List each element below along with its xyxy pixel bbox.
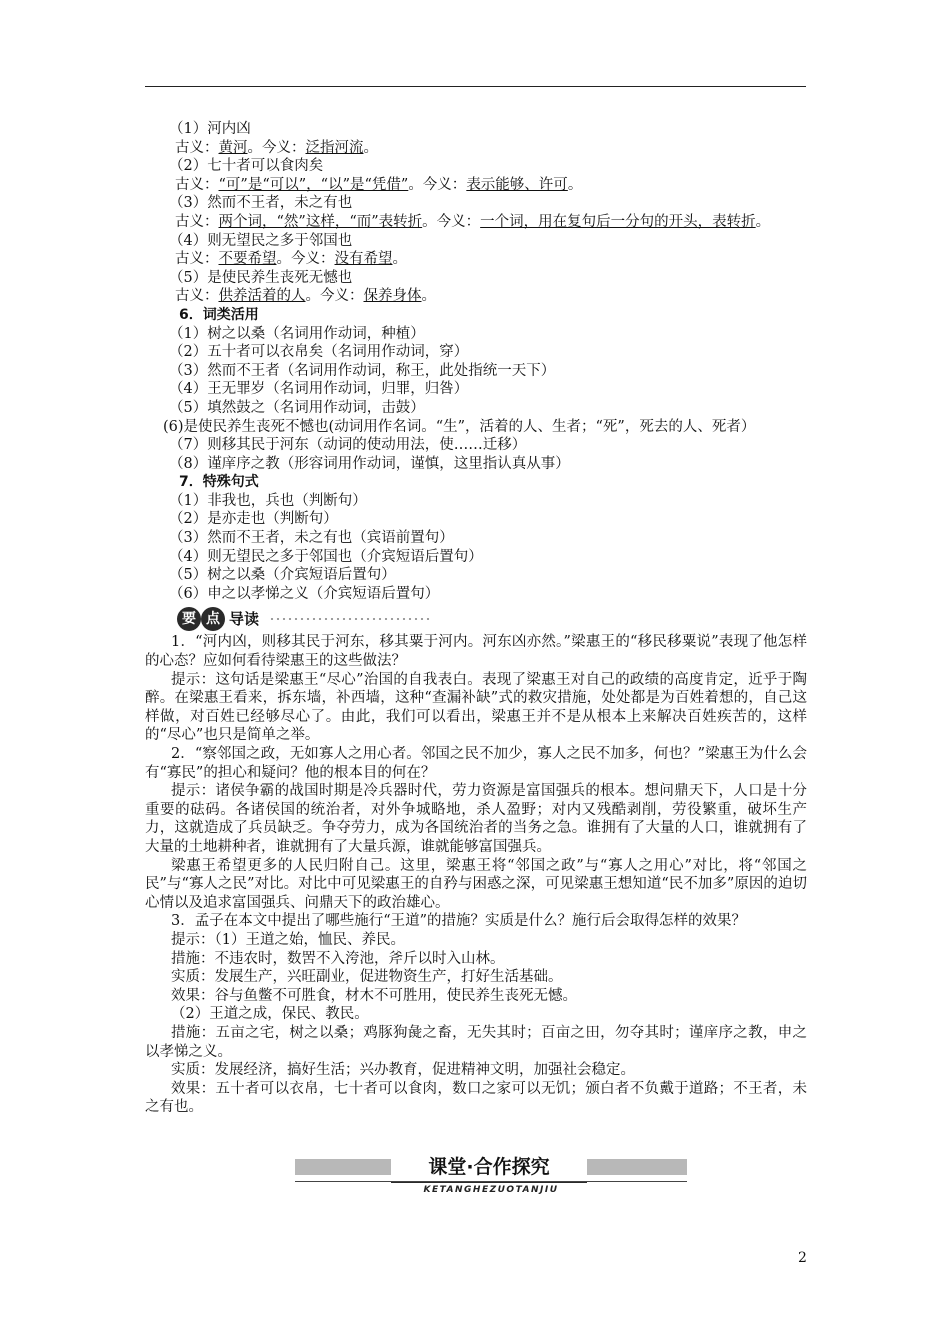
banner-badge: 点 — [201, 607, 225, 631]
s6-item: （2）五十者可以衣帛矣（名词用作动词，穿） — [169, 344, 469, 361]
banner-dotted-line — [269, 618, 431, 620]
guide-answer-3-line: 提示：（1）王道之始，恤民、养民。 — [171, 931, 405, 948]
guide-answer-3-line: 效果：五十者可以衣帛，七十者可以食肉，数口之家可以无饥；颁白者不负戴于道路；不王者，未之有也。 — [145, 1080, 807, 1116]
guide-answer-3-line: 实质：发展经济，搞好生活；兴办教育，促进精神文明，加强社会稳定。 — [171, 1062, 635, 1079]
guide-answer-2: 提示：诸侯争霸的战国时期是冷兵器时代，劳力资源是富国强兵的根本。想问鼎天下，人口是十分重要的砝码。各诸侯国的统治者，对外争城略地，杀人盈野；对内又残酷剥削，劳役繁重，破坏生产力，这就造成了兵员缺乏。争夺劳力，成为各国统治者的当务之急。谁拥有了大量的人口，谁就拥有了大量的土地耕种者，谁就拥有了大量兵源，谁就能够富国强兵。 — [145, 783, 807, 855]
guide-answer-3-line: 措施：不违农时，数罟不入洿池，斧斤以时入山林。 — [171, 950, 505, 967]
banner-badge: 要 — [177, 607, 201, 631]
section-banner-title: 课堂·合作探究 — [428, 1156, 550, 1178]
guide-answer-2-cont: 梁惠王希望更多的人民归附自己。这里，梁惠王将“邻国之政”与“寡人之用心”对比，将“邻国之民”与“寡人之民”对比。对比中可见梁惠王的自矜与困惑之深，可见梁惠王想知道“民不加多”原因的迫切心情以及追求富国强兵、问鼎天下的政治雄心。 — [145, 857, 807, 911]
guide-answer-3-line: 措施：五亩之宅，树之以桑；鸡豚狗彘之畜，无失其时；百亩之田，勿夺其时；谨庠序之教，申之以孝悌之义。 — [145, 1024, 807, 1060]
s6-item: （4）王无罪岁（名词用作动词，归罪，归咎） — [169, 381, 469, 398]
s7-item: （2）是亦走也（判断句） — [169, 511, 338, 528]
s5-gloss-3: 古义：两个词，“然”这样，“而”表转折。今义：一个词，用在复句后一分句的开头，表转折。 — [175, 213, 771, 230]
s5-item-2: （2）七十者可以食肉矣 — [169, 158, 324, 175]
s7-item: （5）树之以桑（介宾短语后置句） — [169, 567, 396, 584]
banner-title: 导读 — [229, 610, 260, 629]
s7-item: （1）非我也，兵也（判断句） — [169, 492, 367, 509]
guide-answer-1: 提示：这句话是梁惠王“尽心”治国的自我表白。表现了梁惠王对自己的政绩的高度肯定，近乎于陶醉。在梁惠王看来，拆东墙，补西墙，这种“查漏补缺”式的救灾措施，处处都是为百姓着想的，自己这样做，对百姓已经够尽心了。由此，我们可以看出，梁惠王并不是从根本上来解决百姓疾苦的，这样的“尽心”也只是简单之举。 — [145, 671, 807, 744]
s7-item: （3）然而不王者，未之有也（宾语前置句） — [169, 530, 454, 547]
s6-item: （3）然而不王者（名词用作动词，称王，此处指统一天下） — [169, 362, 556, 379]
s5-gloss-4: 古义：不要希望。今义：没有希望。 — [175, 251, 407, 268]
guide-question-2: 2．“察邻国之政，无如寡人之用心者。邻国之民不加少，寡人之民不加多，何也？”梁惠王为什么会有“寡民”的担心和疑问？他的根本目的何在？ — [145, 746, 807, 781]
s7-item: （4）则无望民之多于邻国也（介宾短语后置句） — [169, 548, 483, 565]
section-banner-subtitle: KETANGHEZUOTANJIU — [423, 1185, 559, 1195]
s6-item: (6)是使民养生丧死不憾也(动词用作名词。“生”，活着的人、生者；“死”，死去的人、死者） — [163, 418, 756, 435]
guide-question-3: 3．孟子在本文中提出了哪些施行“王道”的措施？实质是什么？施行后会取得怎样的效果？ — [171, 913, 747, 930]
s6-item: （8）谨庠序之教（形容词用作动词，谨慎，这里指认真从事） — [169, 455, 570, 472]
section-banner-ketang — [295, 1153, 687, 1199]
s6-item: （1）树之以桑（名词用作动词，种植） — [169, 325, 425, 342]
s5-item-5: （5）是使民养生丧死无憾也 — [169, 269, 353, 286]
section-6-heading: 6．词类活用 — [179, 306, 259, 323]
s6-item: （7）则移其民于河东（动词的使动用法，使……迁移） — [169, 437, 527, 454]
guide-question-1: 1．“河内凶，则移其民于河东，移其粟于河内。河东凶亦然。”梁惠王的“移民移粟说”表现了他怎样的心态？应如何看待梁惠王的这些做法？ — [145, 634, 807, 670]
page-content — [145, 120, 807, 1117]
guide-answer-3-line: 效果：谷与鱼鳖不可胜食，材木不可胜用，使民养生丧死无憾。 — [171, 987, 577, 1004]
guide-answer-3-line: （2）王道之成，保民、教民。 — [171, 1006, 369, 1023]
s5-item-1: （1）河内凶 — [169, 121, 251, 137]
s6-item: （5）填然鼓之（名词用作动词，击鼓） — [169, 399, 425, 416]
s5-item-3: （3）然而不王者，未之有也 — [169, 195, 353, 212]
key-points-banner — [145, 607, 807, 631]
s5-gloss-2: 古义：“可”是“可以”，“以”是“凭借”。今义：表示能够、许可。 — [175, 176, 583, 193]
s7-item: （6）申之以孝悌之义（介宾短语后置句） — [169, 585, 440, 602]
s5-gloss-5: 古义：供养活着的人。今义：保养身体。 — [175, 288, 436, 305]
section-7-heading: 7．特殊句式 — [179, 474, 259, 491]
banner-rule — [295, 1181, 687, 1182]
s5-gloss-1: 古义：黄河。今义：泛指河流。 — [175, 139, 378, 156]
s5-item-4: （4）则无望民之多于邻国也 — [169, 232, 353, 249]
guide-answer-3-line: 实质：发展生产，兴旺副业，促进物资生产，打好生活基础。 — [171, 969, 563, 986]
header-rule — [145, 86, 806, 87]
page-number: 2 — [798, 1250, 807, 1266]
